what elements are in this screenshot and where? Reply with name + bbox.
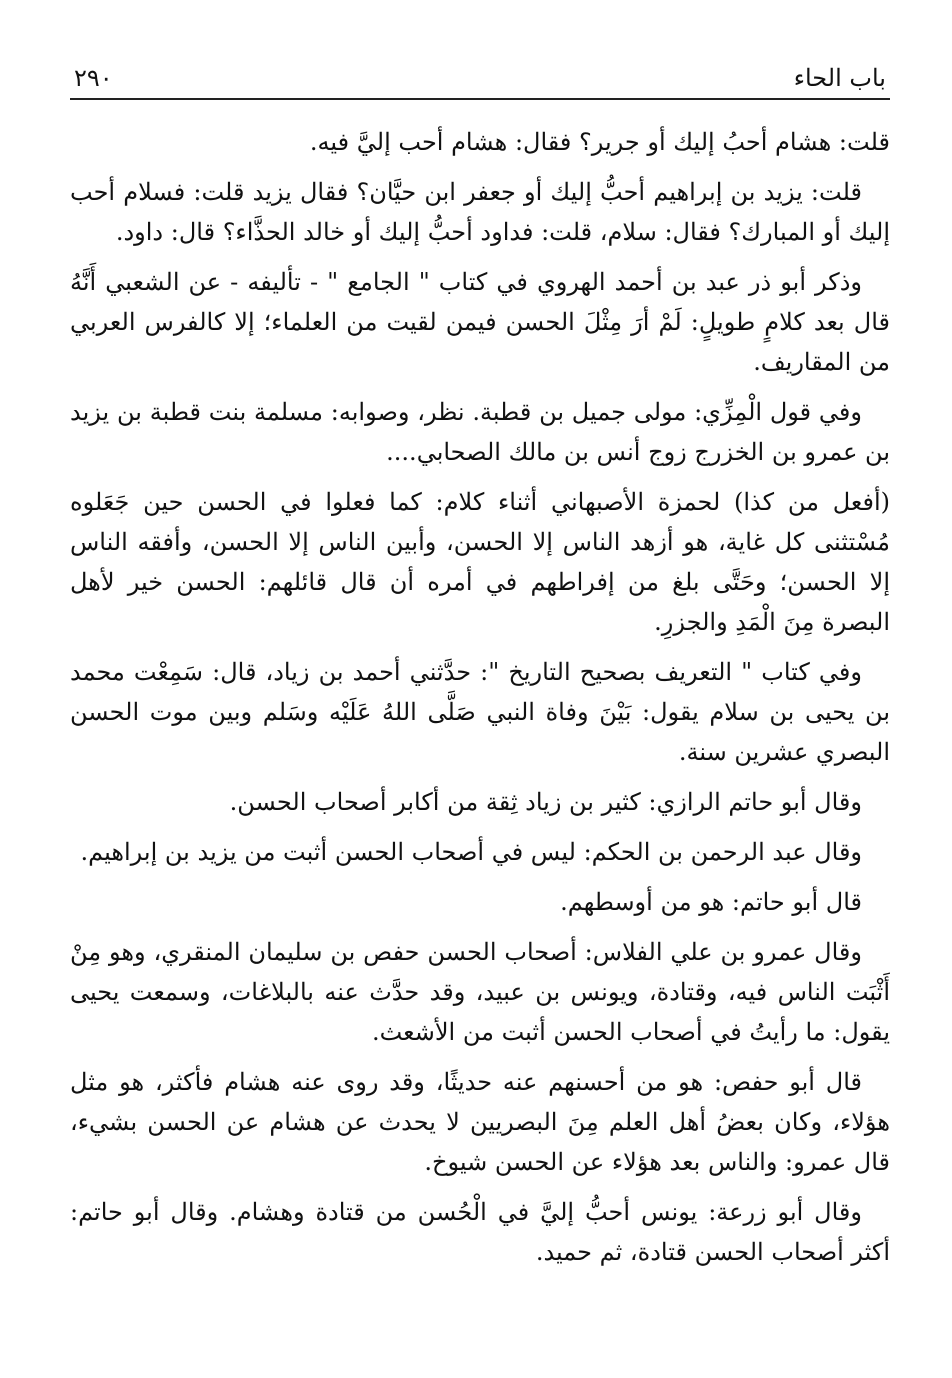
paragraph-3: وذكر أبو ذر عبد بن أحمد الهروي في كتاب " الجامع " - تأليفه - عن الشعبي أَنَّهُ قال بعد كلامٍ طويلٍ: لَمْ أرَ مِثْلَ الحسن فيمن لقيت من العلماء؛ إلا كالفرس العربي من المقاريف. (70, 268, 890, 376)
paragraph-1: قلت: هشام أحبُ إليك أو جرير؟ فقال: هشام أحب إليَّ فيه. (309, 128, 890, 156)
page-body (70, 122, 890, 1272)
paragraph-8: وقال عبد الرحمن بن الحكم: ليس في أصحاب الحسن أثبت من يزيد بن إبراهيم. (80, 838, 862, 866)
paragraph-10: وقال عمرو بن علي الفلاس: أصحاب الحسن حفص بن سليمان المنقري، وهو مِنْ أَثْبَت الناس فيه، وقتادة، ويونس بن عبيد، وقد حدَّث عنه بالبلاغات، وسمعت يحيى يقول: ما رأيتُ في أصحاب الحسن أثبت من الأشعث. (70, 938, 890, 1046)
paragraph-11: قال أبو حفص: هو من أحسنهم عنه حديثًا، وقد روى عنه هشام فأكثر، هو مثل هؤلاء، وكان بعضُ أهل العلم مِنَ البصريين لا يحدث عن هشام عن الحسن بشيء، قال عمرو: والناس بعد هؤلاء عن الحسن شيوخ. (70, 1068, 890, 1176)
paragraph-7: وقال أبو حاتم الرازي: كثير بن زياد ثِقة من أكابر أصحاب الحسن. (229, 788, 862, 816)
paragraph-2: قلت: يزيد بن إبراهيم أحبُّ إليك أو جعفر ابن حيَّان؟ فقال يزيد قلت: فسلام أحب إليك أو المبارك؟ فقال: سلام، قلت: فداود أحبُّ إليك أو خالد الحذَّاء؟ قال: داود. (70, 178, 890, 246)
paragraph-6: وفي كتاب " التعريف بصحيح التاريخ ": حدَّثني أحمد بن زياد، قال: سَمِعْت محمد بن يحيى بن سلام يقول: بَيْنَ وفاة النبي صَلَّى اللهُ عَلَيْه وسَلم وبين موت الحسن البصري عشرين سنة. (70, 658, 890, 766)
paragraph-5: (أفعل من كذا) لحمزة الأصبهاني أثناء كلام: كما فعلوا في الحسن حين جَعَلوه مُسْتثنى كل غاية، هو أزهد الناس إلا الحسن، وأبين الناس إلا الحسن، وأفقه الناس إلا الحسن؛ وحَتَّى بلغ من إفراطهم في أمره أن قال قائلهم: الحسن خير لأهل البصرة مِنَ الْمَدِ والجزرِ. (70, 488, 890, 636)
running-title: باب الحاء (793, 64, 886, 92)
paragraph-9: قال أبو حاتم: هو من أوسطهم. (560, 888, 862, 916)
page-number: ٢٩٠ (74, 64, 113, 92)
book-page (70, 54, 890, 1354)
paragraph-12: وقال أبو زرعة: يونس أحبُّ إليَّ في الْحُسن من قتادة وهشام. وقال أبو حاتم: أكثر أصحاب الحسن قتادة، ثم حميد. (70, 1198, 890, 1266)
paragraph-4: وفي قول الْمِزِّي: مولى جميل بن قطبة. نظر، وصوابه: مسلمة بنت قطبة بن يزيد بن عمرو بن الخزرج زوج أنس بن مالك الصحابي.... (70, 398, 890, 466)
page-header (70, 54, 890, 100)
